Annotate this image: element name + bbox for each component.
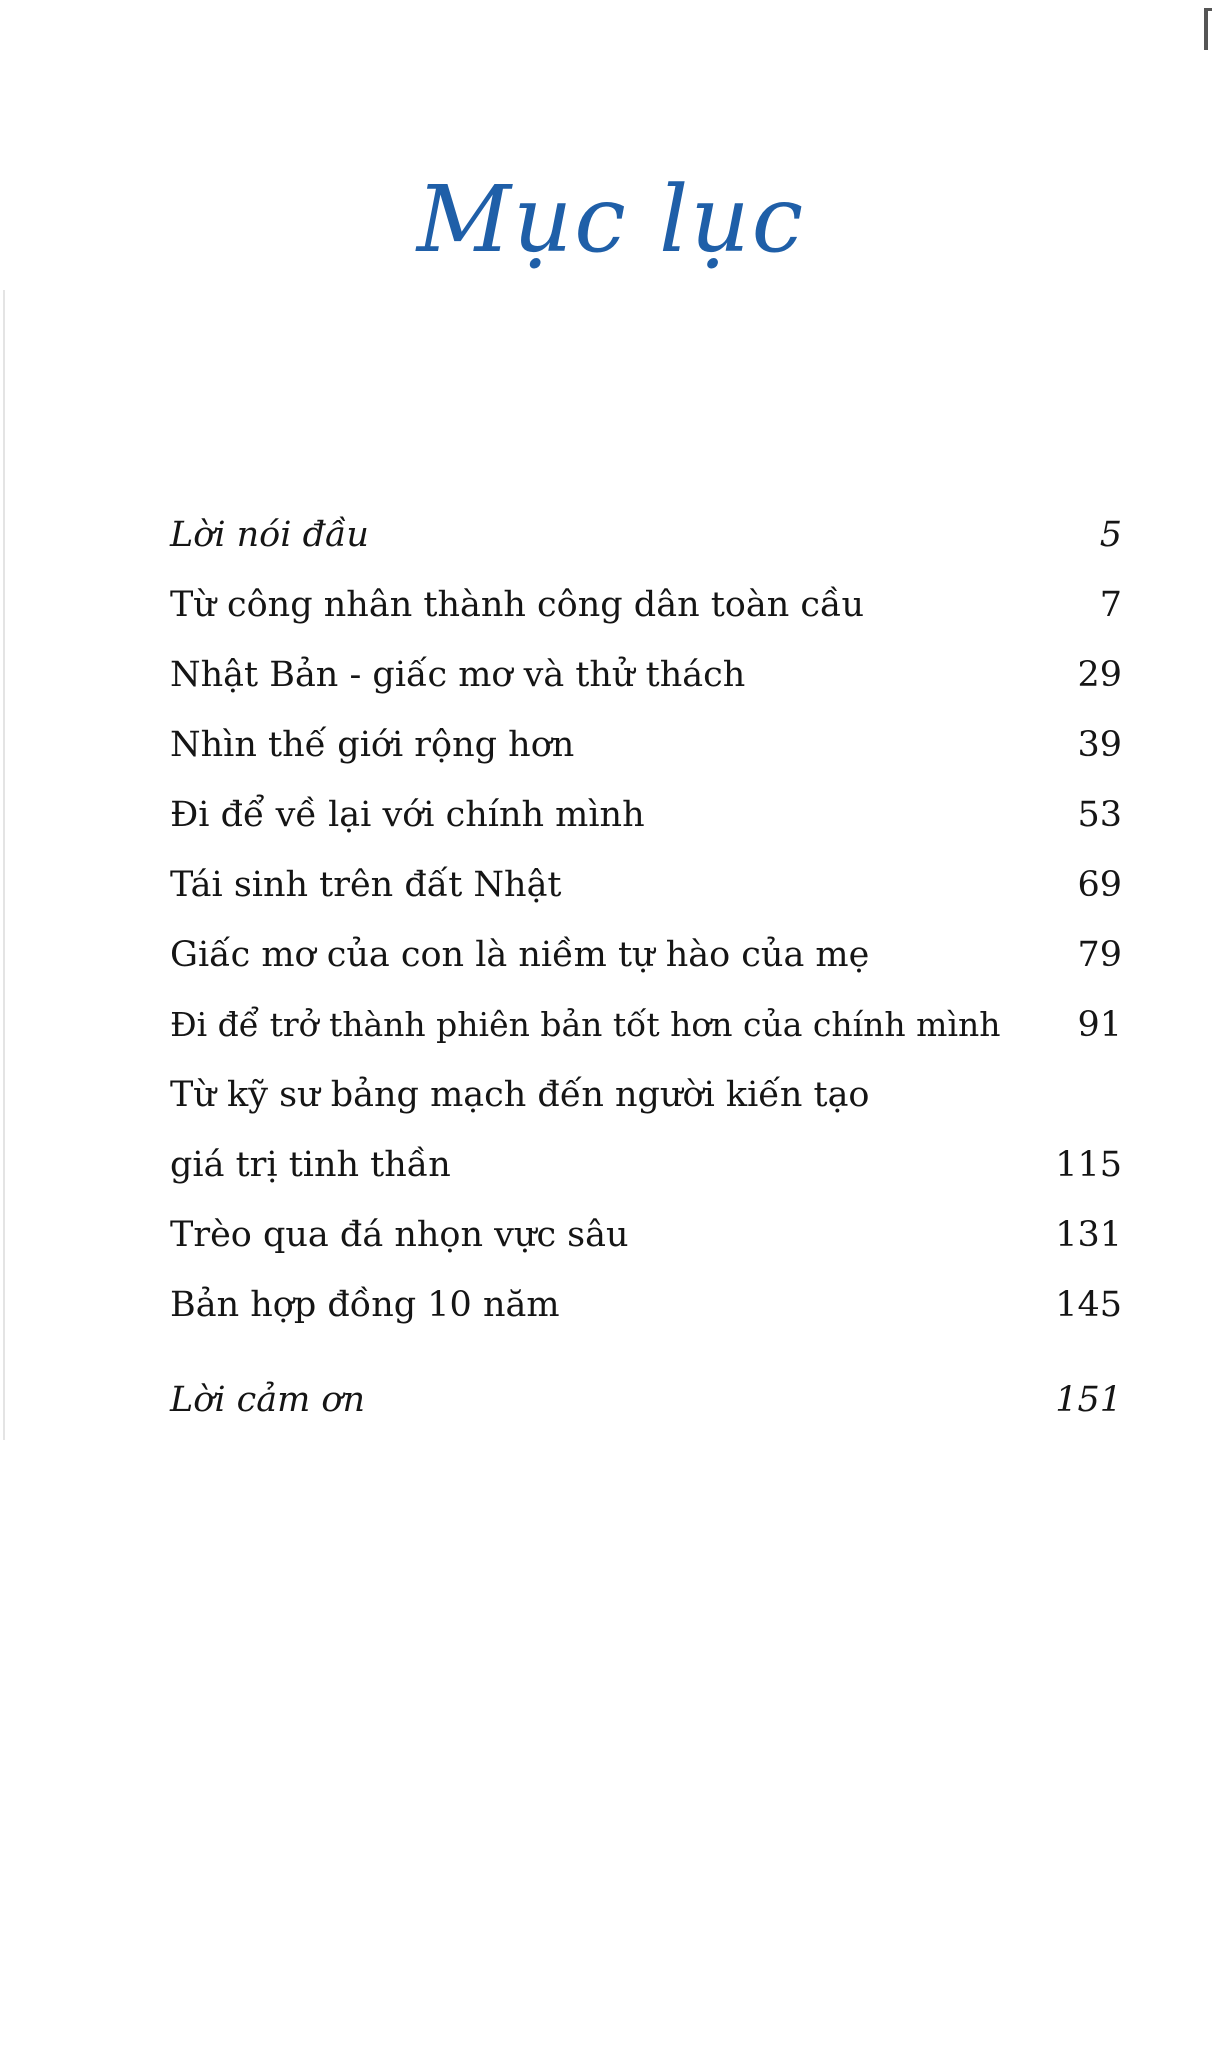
toc-entry	[170, 1280, 1122, 1330]
toc-entry-label: Từ công nhân thành công dân toàn cầu	[170, 585, 865, 625]
toc-entry-page: 79	[1077, 935, 1122, 975]
toc-entry-label: Lời cảm ơn	[170, 1380, 366, 1420]
toc-entry	[170, 720, 1122, 770]
toc-entry-label: Bản hợp đồng 10 năm	[170, 1285, 560, 1325]
toc-entry-label: Nhìn thế giới rộng hơn	[170, 725, 575, 765]
toc-entry-page: 29	[1077, 655, 1122, 695]
toc-entry-page: 69	[1077, 865, 1122, 905]
toc-entry	[170, 860, 1122, 910]
toc-entry-page: 151	[1055, 1380, 1122, 1420]
toc-entry-page: 39	[1077, 725, 1122, 765]
page-title: Mục lục	[416, 166, 806, 273]
toc-entry-label: Lời nói đầu	[170, 515, 369, 555]
toc-entry-page: 7	[1099, 585, 1122, 625]
toc-entry-label-continued: giá trị tinh thần	[170, 1145, 451, 1185]
toc-entry-page: 145	[1055, 1285, 1122, 1325]
page-edge-line	[3, 290, 5, 1440]
toc-entry-label: Giấc mơ của con là niềm tự hào của mẹ	[170, 935, 870, 975]
toc-entry	[170, 1070, 1122, 1190]
toc-entry-page: 91	[1077, 1005, 1122, 1045]
toc-entry-label: Đi để về lại với chính mình	[170, 795, 645, 835]
toc-entry-label: Trèo qua đá nhọn vực sâu	[170, 1215, 629, 1255]
toc-entry	[170, 790, 1122, 840]
toc-entry	[170, 580, 1122, 630]
toc-entry-page: 115	[1055, 1145, 1122, 1185]
toc-entry-page: 5	[1099, 515, 1122, 555]
toc-entry	[170, 650, 1122, 700]
toc-entry	[170, 1210, 1122, 1260]
toc-entry-acknowledgements	[170, 1375, 1122, 1425]
crop-mark	[1204, 8, 1212, 50]
toc-entry-label: Đi để trở thành phiên bản tốt hơn của chính mình	[170, 1005, 1001, 1044]
toc-entry-label: Từ kỹ sư bảng mạch đến người kiến tạo	[170, 1075, 870, 1115]
toc-entry-label: Nhật Bản - giấc mơ và thử thách	[170, 655, 746, 695]
toc-entry-page: 53	[1077, 795, 1122, 835]
toc-entry-preface	[170, 510, 1122, 560]
toc-entry	[170, 1000, 1122, 1050]
toc-entry	[170, 930, 1122, 980]
toc-entry-label: Tái sinh trên đất Nhật	[170, 865, 562, 905]
toc-entry-page: 131	[1055, 1215, 1122, 1255]
